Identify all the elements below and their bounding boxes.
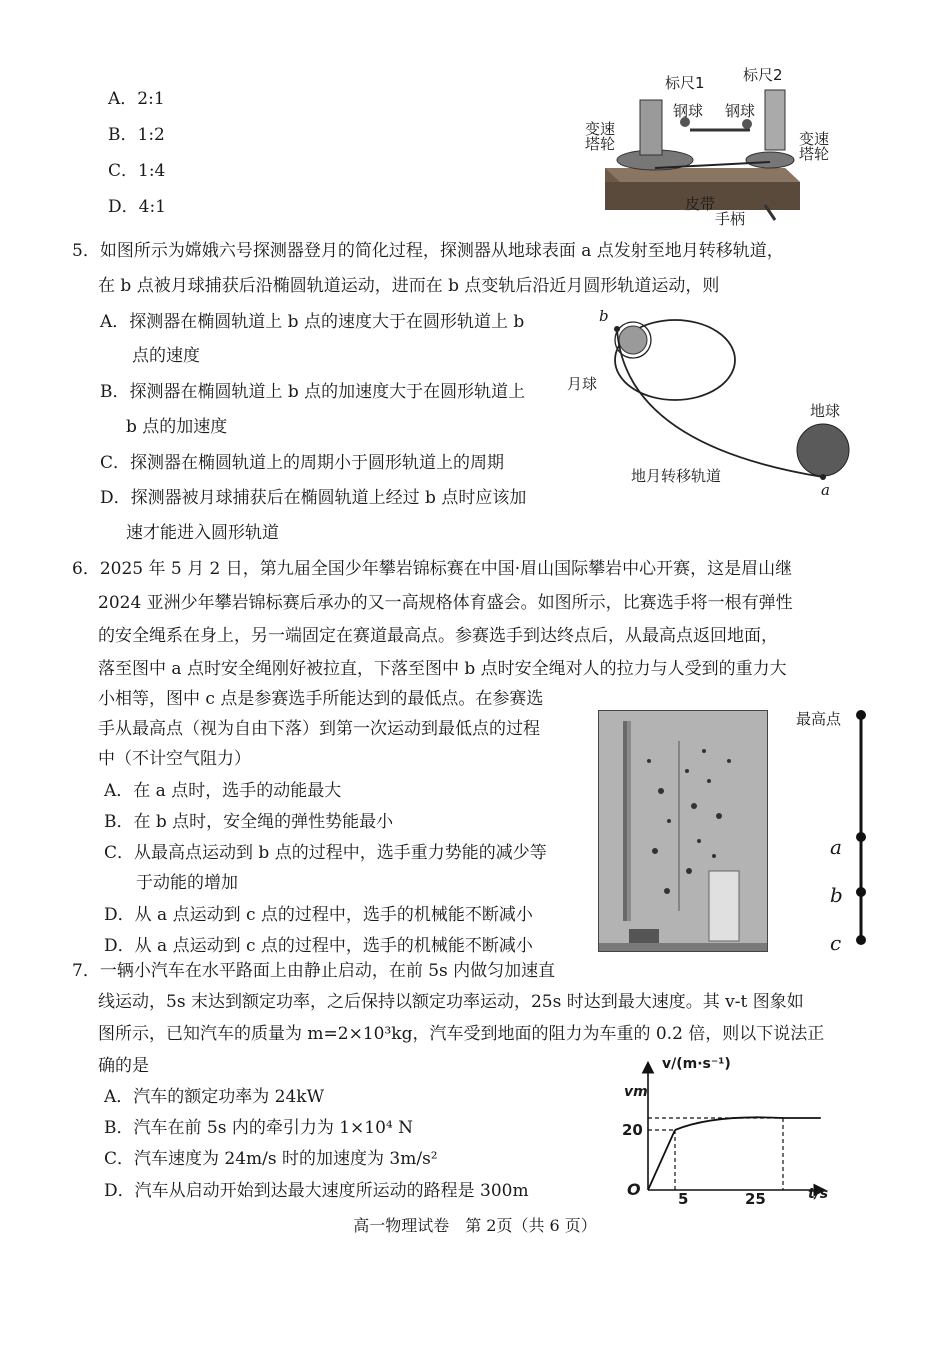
point-a — [820, 474, 826, 480]
q6-option-c-line1: C．从最高点运动到 b 点的过程中，选手重力势能的减少等 — [104, 843, 547, 863]
point-c — [856, 935, 866, 945]
rope-points-drawing — [790, 705, 870, 955]
vt-chart-svg — [618, 1052, 838, 1207]
q6-option-d-duplicate: D．从 a 点运动到 c 点的过程中，选手的机械能不断减小 — [104, 936, 533, 956]
point-c-label: c — [830, 931, 842, 955]
q5-option-c: C．探测器在椭圆轨道上的周期小于圆形轨道上的周期 — [100, 453, 505, 473]
ball2-label: 钢球 — [725, 102, 756, 120]
q5-stem-line2: 在 b 点被月球捕获后沿椭圆轨道运动，进而在 b 点变轨后沿近月圆形轨道运动，则 — [98, 276, 720, 296]
moon-circle — [619, 326, 647, 354]
q7-stem-line4: 确的是 — [98, 1056, 149, 1076]
q6-stem-line5: 小相等，图中 c 点是参赛选手所能达到的最低点。在参赛选 — [98, 689, 544, 709]
q5-option-d-line2: 速才能进入圆形轨道 — [126, 523, 279, 543]
handle-label: 手柄 — [715, 210, 746, 228]
q5-option-a-line1: A．探测器在椭圆轨道上 b 点的速度大于在圆形轨道上 b — [100, 312, 525, 332]
q6-stem-line2: 2024 亚洲少年攀岩锦标赛后承办的又一高规格体育盛会。如图所示，比赛选手将一根有弹性 — [98, 593, 793, 613]
ruler2-label: 标尺2 — [743, 66, 783, 84]
ruler1-label: 标尺1 — [665, 74, 705, 92]
q7-option-c: C．汽车速度为 24m/s 时的加速度为 3m/s² — [104, 1149, 438, 1169]
q4-option-d: D．4:1 — [108, 197, 166, 217]
q5-option-a-line2: 点的速度 — [132, 346, 200, 366]
label-a: a — [821, 481, 830, 499]
q7-stem-line1: 7．一辆小汽车在水平路面上由静止启动，在前 5s 内做匀加速直 — [72, 961, 556, 981]
climbing-wall-photo — [598, 710, 768, 952]
x-tick-25: 25 — [745, 1190, 766, 1208]
q7-option-b: B．汽车在前 5s 内的牵引力为 1×10⁴ N — [104, 1118, 414, 1138]
q5-option-b-line1: B．探测器在椭圆轨道上 b 点的加速度大于在圆形轨道上 — [100, 382, 526, 402]
q5-option-b-line2: b 点的加速度 — [126, 417, 228, 437]
transfer-orbit-label: 地月转移轨道 — [631, 467, 722, 485]
q6-option-b: B．在 b 点时，安全绳的弹性势能最小 — [104, 812, 394, 832]
page-footer: 高一物理试卷 第 2页（共 6 页） — [353, 1216, 597, 1235]
gear-left-label: 变速 塔轮 — [585, 120, 616, 153]
point-b — [856, 887, 866, 897]
vt-curve-segment — [675, 1117, 783, 1130]
centripetal-apparatus-figure — [585, 60, 830, 228]
y-tick-20: 20 — [622, 1121, 643, 1139]
origin-label: O — [627, 1180, 641, 1199]
q7-stem-line2: 线运动，5s 末达到额定功率，之后保持以额定功率运动，25s 时达到最大速度。其 v-t 图象如 — [98, 992, 804, 1012]
q6-option-c-line2: 于动能的增加 — [136, 873, 238, 893]
vt-linear-segment — [648, 1130, 675, 1190]
earth-circle — [797, 424, 849, 476]
q4-option-c: C．1:4 — [108, 161, 166, 181]
rope-points-figure — [790, 705, 870, 955]
ball1-label: 钢球 — [673, 102, 704, 120]
climbing-wall-drawing — [599, 711, 767, 951]
top-point-label: 最高点 — [796, 710, 842, 728]
y-tick-vm: vm — [624, 1084, 648, 1100]
q7-option-d: D．汽车从启动开始到达最大速度所运动的路程是 300m — [104, 1181, 529, 1201]
moon-label: 月球 — [567, 375, 598, 393]
q4-option-b: B．1:2 — [108, 125, 165, 145]
q7-stem-line3: 图所示，已知汽车的质量为 m=2×10³kg，汽车受到地面的阻力为车重的 0.2 倍，则以下说法正 — [98, 1024, 825, 1044]
belt-label: 皮带 — [685, 195, 716, 213]
q5-stem-line1: 5．如图所示为嫦娥六号探测器登月的简化过程，探测器从地球表面 a 点发射至地月转移轨道， — [72, 241, 784, 261]
x-axis-label: t/s — [808, 1186, 829, 1202]
q6-stem-line1: 6．2025 年 5 月 2 日，第九届全国少年攀岩锦标赛在中国·眉山国际攀岩中心开赛，这是眉山继 — [72, 559, 793, 579]
point-a — [856, 832, 866, 842]
gear-right-label: 变速 塔轮 — [799, 130, 830, 163]
x-tick-5: 5 — [678, 1190, 689, 1208]
q5-option-d-line1: D．探测器被月球捕获后在椭圆轨道上经过 b 点时应该加 — [100, 488, 527, 508]
label-b: b — [599, 307, 609, 325]
q6-stem-line6: 手从最高点（视为自由下落）到第一次运动到最低点的过程 — [98, 719, 540, 739]
vt-chart — [618, 1052, 838, 1207]
earth-label: 地球 — [810, 402, 841, 420]
q6-option-d: D．从 a 点运动到 c 点的过程中，选手的机械能不断减小 — [104, 905, 533, 925]
q6-stem-line3: 的安全绳系在身上，另一端固定在赛道最高点。参赛选手到达终点后，从最高点返回地面， — [98, 626, 778, 646]
orbit-figure — [565, 305, 865, 505]
y-axis-label: v/(m·s⁻¹) — [662, 1056, 731, 1072]
point-b-label: b — [830, 883, 843, 907]
q7-option-a: A．汽车的额定功率为 24kW — [104, 1087, 325, 1107]
point-a-label: a — [830, 835, 842, 859]
q6-option-a: A．在 a 点时，选手的动能最大 — [104, 781, 342, 801]
q6-stem-line7: 中（不计空气阻力） — [98, 749, 251, 769]
q4-option-a: A．2:1 — [108, 89, 165, 109]
q6-stem-line4: 落至图中 a 点时安全绳刚好被拉直，下落至图中 b 点时安全绳对人的拉力与人受到的重力大 — [98, 659, 787, 679]
top-point — [856, 710, 866, 720]
